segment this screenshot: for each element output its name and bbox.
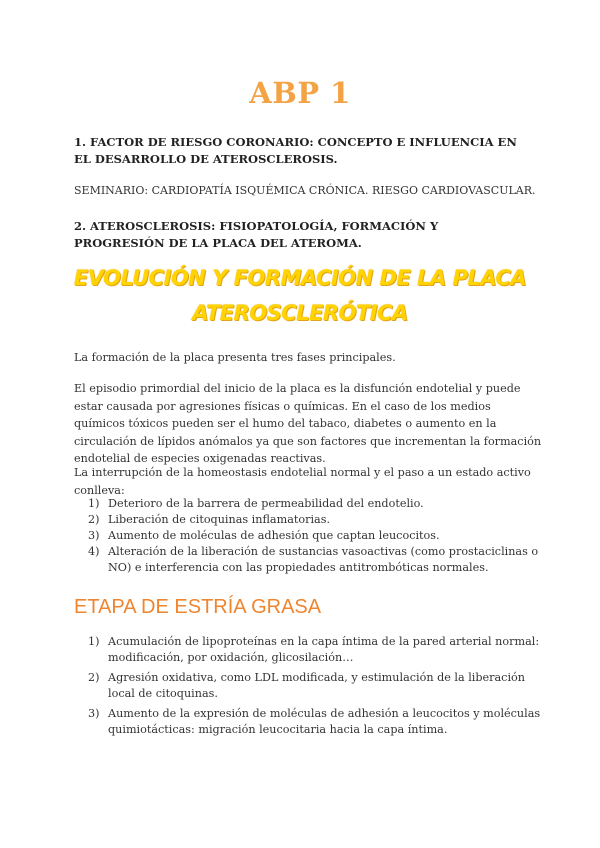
list-item [74,634,544,666]
list-number: 1) [88,635,100,648]
list-text: Agresión oxidativa, como LDL modificada, y estimulación de la liberación local de citoquinas. [108,671,525,700]
list-item [74,496,544,512]
list-item [74,544,544,576]
list-item [74,670,544,702]
list-text: Deterioro de la barrera de permeabilidad del endotelio. [108,497,424,510]
list-text: Liberación de citoquinas inflamatorias. [108,513,330,526]
section-heading-1: 1. FACTOR DE RIESGO CORONARIO: CONCEPTO E INFLUENCIA EN EL DESARROLLO DE ATEROSCLEROSIS. [74,135,517,166]
list-number: 3) [88,529,100,542]
list-number: 2) [88,671,100,684]
list-number: 1) [88,497,100,510]
paragraph-homeostasis: La interrupción de la homeostasis endotelial normal y el paso a un estado activo conlleva: [74,466,531,497]
fancy-title-line-2: ATEROSCLERÓTICA [192,301,408,325]
list-item [74,706,544,738]
consequences-list [74,496,544,576]
list-number: 4) [88,545,100,558]
list-text: Aumento de moléculas de adhesión que captan leucocitos. [108,529,440,542]
list-text: Alteración de la liberación de sustancias vasoactivas (como prostaciclinas o NO) e interferencia con las propiedades antitrombóticas normales. [108,545,539,574]
list-number: 2) [88,513,100,526]
seminar-line: SEMINARIO: CARDIOPATÍA ISQUÉMICA CRÓNICA. RIESGO CARDIOVASCULAR. [74,184,536,197]
intro-paragraph: La formación de la placa presenta tres fases principales. [74,351,396,364]
list-text: Acumulación de lipoproteínas en la capa íntima de la pared arterial normal: modificación, por oxidación, glicosilación… [108,635,540,664]
list-text: Aumento de la expresión de moléculas de adhesión a leucocitos y moléculas quimiotácticas: migración leucocitaria hacia la capa íntima. [108,707,541,736]
stage-heading: ETAPA DE ESTRÍA GRASA [74,596,322,618]
paragraph-disfuncion: El episodio primordial del inicio de la placa es la disfunción endotelial y puede estar causada por agresiones físicas o químicas. En el caso de los medios químicos tóxicos pueden ser el humo del tabaco, diabetes o aumento en la circulación de lípidos anómalos ya que son factores que incrementan la formación endotelial de especies oxigenadas reactivas. [74,382,542,465]
section-heading-2: 2. ATEROSCLEROSIS: FISIOPATOLOGÍA, FORMACIÓN Y PROGRESIÓN DE LA PLACA DEL ATEROMA. [74,219,439,250]
list-number: 3) [88,707,100,720]
fancy-title-line-1: EVOLUCIÓN Y FORMACIÓN DE LA PLACA [73,266,527,290]
stage-list [74,634,544,738]
list-item [74,512,544,528]
page-title: ABP 1 [249,76,351,110]
list-item [74,528,544,544]
